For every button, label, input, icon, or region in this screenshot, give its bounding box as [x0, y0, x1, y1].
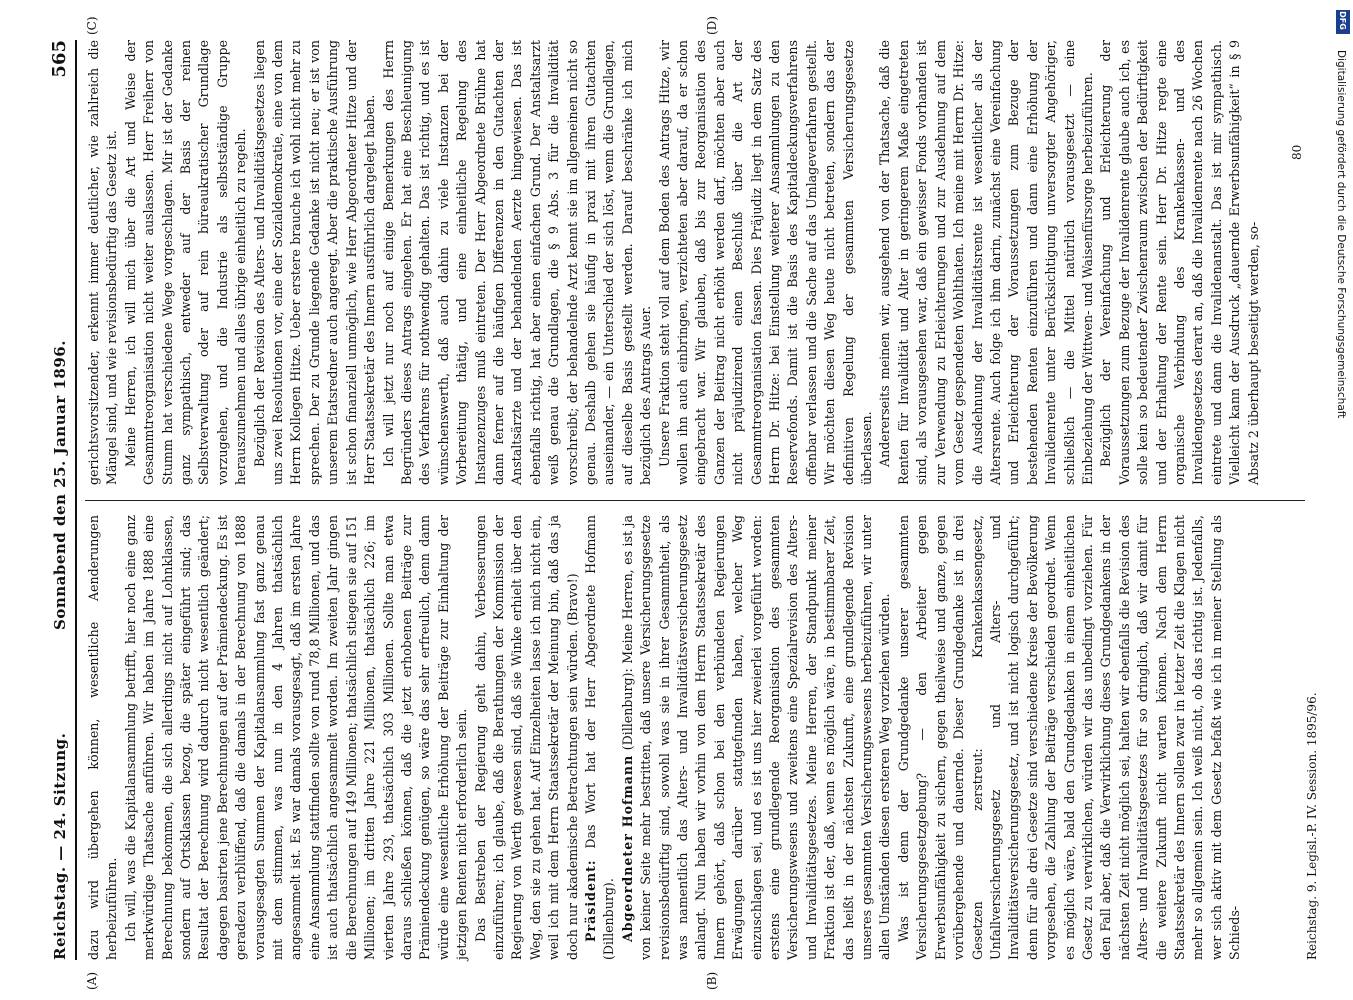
header-date: Sonnabend den 25. Januar 1896.	[51, 340, 69, 630]
margin-mark-d: (D)	[705, 16, 719, 35]
speaker-label: Präsident:	[582, 859, 598, 942]
rotated-page-content	[45, 16, 1319, 990]
paragraph: Ich will, was die Kapitalansammlung betrifft, hier noch eine ganz merkwürdige Thatsache anführen. Wir haben im Jahre 1888 eine Berechnung bekommen, die sich allerdings nicht auf Lohnklassen, sondern auf Ortsklassen bezog, die später eingeführt sind; das Resultat der Berechnung wird dadurch nicht wesentlich geändert; dagegen basirten jene Berechnungen auf der Prämiendeckung. Es ist geradezu verblüffend, daß die damals in der Berechnung von 1888 vorausgesagten Summen der Kapitalansammlung fast ganz genau mit dem stimmen, was nun in den 4 Jahren thatsächlich angesammelt ist. Es war damals vorausgesagt, daß im ersten Jahre eine Ansammlung stattfinden sollte von rund 78,8 Millionen, und das ist auch thatsächlich angesammelt worden. Im zweiten Jahr gingen die Berechnungen auf 149 Millionen; thatsächlich stiegen sie auf 151 Millionen; im dritten Jahre 221 Millionen, thatsächlich 226; im vierten Jahre 293, thatsächlich 303 Millionen. Sollte man etwa daraus schließen können, daß die jetzt erhobenen Beiträge zur Prämiendeckung genügen, so wäre das sehr erfreulich, denn dann würde eine wesentliche Erhöhung der Beiträge zur Einhaltung der jetzigen Renten nicht erforderlich sein.	[122, 515, 470, 960]
paragraph-text: Das Wort hat der Herr Abgeordnete Hofmann (Dillenburg).	[582, 515, 617, 960]
paragraph-speaker	[619, 515, 895, 960]
credit-text: Digitalisierung gefördert durch die Deutsche Forschungsgemeinschaft	[1335, 50, 1347, 419]
dfg-logo-text: DFG	[1337, 11, 1347, 30]
page-header	[45, 40, 75, 960]
margin-mark-b: (B)	[705, 971, 719, 990]
paragraph: dazu wird übergehen können, wesentliche Aenderungen herbeizuführen.	[86, 515, 120, 960]
header-session: Reichstag. — 24. Sitzung.	[51, 732, 69, 960]
margin-mark-a: (A)	[85, 971, 99, 990]
page-number: 565	[49, 40, 70, 78]
paragraph: Was ist denn der Grundgedanke unserer gesammten Versicherungsgesetzgebung? — den Arbeiter gegen Erwerbsunfähigkeit zu sichern, gegen theilweise und ganze, gegen vorübergehende und dauernde. Dieser Grundgedanke ist in drei Gesetzen zerstreut: Krankenkassengesetz, Unfallversicherungsgesetz und Alters- und Invaliditätsversicherungsgesetz, und ist nicht logisch durchgeführt; denn für alle drei Gesetze sind verschiedene Kreise der Bevölkerung vorgesehen, die Zahlung der Beiträge verschieden geordnet. Wenn es möglich wäre, bald den Grundgedanken in einem einheitlichen Gesetz zu verwirklichen, würden wir das unbedingt vorziehen. Für den Fall aber, daß die Verwirklichung dieses Grundgedankens in der nächsten Zeit nicht möglich sei, halten wir ebenfalls die Revision des Alters- und Invaliditätsgesetzes für so dringlich, daß wir damit für die weitere Zukunft nicht warten können. Nach dem Herrn Staatssekretär des Innern sollen zwar in letzter Zeit die Klagen nicht mehr so allgemein sein. Ich weiß nicht, ob das richtig ist. Jedenfalls, wer sich aktiv mit dem Gesetz befaßt wie ich in meiner Stellung als Schieds-	[895, 515, 1243, 960]
paragraph-president	[582, 515, 619, 960]
sheet-mark: 80	[1290, 144, 1304, 160]
page-footer: Reichstag. 9. Legisl.-P. IV. Session. 1895/96.	[1305, 692, 1319, 960]
paragraph: Meine Herren, ich will mich über die Art und Weise der Gesammtreorganisation nicht weiter auslassen. Herr Freiherr von Stumm hat verschiedene Wege vorgeschlagen. Mir ist der Gedanke ganz sympathisch, entweder auf der Basis der reinen Selbstverwaltung oder auf rein büreaukratischer Grundlage vorzugehen, und die Industrie als selbstständige Gruppe herauszunehmen und alles übrige einheitlich zu regeln.	[122, 40, 249, 485]
margin-mark-c: (C)	[85, 16, 99, 35]
paragraph: gerichtsvorsitzender, erkennt immer deutlicher, wie zahlreich die Mängel sind, und wie revisionsbedürftig das Gesetz ist.	[86, 40, 120, 485]
digitization-credit	[1333, 10, 1347, 990]
paragraph: Das Bestreben der Regierung geht dahin, Verbesserungen einzuführen; ich glaube, daß die Berathungen der Kommission der Regierung von Werth gewesen sind, daß sie Winke erhielt über den Weg, den sie zu gehen hat. Auf Einzelheiten lasse ich mich nicht ein, weil ich mit dem Herrn Staatssekretär der Meinung bin, daß das ja doch nur akademische Betrachtungen sein würden. (Bravo!)	[472, 515, 580, 960]
header-rule	[75, 40, 77, 960]
left-column	[85, 515, 1245, 960]
right-column	[85, 40, 1263, 485]
paragraph: Ich will jetzt nur noch auf einige Bemerkungen des Herrn Begründers dieses Antrags eingehen. Er hat eine Beschleunigung des Verfahrens für nothwendig gehalten. Das ist richtig, und es ist wünschenswerth, daß auch dahin zu viele Instanzen bei der Vorbereitung thätig, und eine einheitliche Regelung des Instanzenzuges muß eintreten. Der Herr Abgeordnete Brühne hat dann ferner auf die häufigen Differenzen in den Gutachten der Anstaltsärzte und der behandelnden Aerzte hingewiesen. Das ist ebenfalls richtig, hat aber einen einfachen Grund. Der Anstaltsarzt weiß genau die Grundlagen, die § 9 Abs. 3 für die Invalidität vorschreibt; der behandelnde Arzt kennt sie im allgemeinen nicht so genau. Deshalb gehen sie häufig in praxi mit ihren Gutachten auseinander, — ein Unterschied der sich löst, wenn die Grundlagen, auf dieselbe Basis gestellt werden. Darauf beschränke ich mich bezüglich des Antrags Auer.	[380, 40, 654, 485]
paragraph: Bezüglich der Vereinfachung und Erleichterung der Voraussetzungen zum Bezuge der Invalidenrente glaube auch ich, es solle kein so bedeutender Zwischenraum zwischen der Bedürftigkeit und der Erhaltung der Rente sein. Herr Dr. Hitze regte eine organische Verbindung des Krankenkassen- und des Invalidengesetzes derart an, daß die Invalidenrente nach 26 Wochen eintrete und dann die Invalidenanstalt. Das ist mir sympathisch. Vielleicht kann der Ausdruck „dauernde Erwerbsunfähigkeit“ in § 9 Absatz 2 überhaupt beseitigt werden, so-	[1098, 40, 1261, 485]
column-divider	[85, 500, 1305, 501]
paragraph: Bezüglich der Revision des Alters- und Invaliditätsgesetzes liegen uns zwei Resolutionen vor, eine der Sozialdemokratie, eine von dem Herrn Kollegen Hitze. Ueber erstere brauche ich wohl nicht mehr zu sprechen. Der zu Grunde liegende Gedanke ist nicht neu; er ist von unserem Etatsredner auch angeregt. Aber die praktische Ausführung ist schon finanziell unmöglich, wie Herr Abgeordneter Hitze und der Herr Staatssekretär des Innern ausführlich dargelegt haben.	[251, 40, 378, 485]
paragraph: Unsere Fraktion steht voll auf dem Boden des Antrags Hitze, wir wollen ihn auch einbringen, verzichteten aber darauf, da er schon eingebracht war. Wir glauben, daß bis zur Reorganisation des Ganzen der Beitrag nicht erhöht werden darf, möchten aber auch nicht präjudizirend einen Beschluß über die Art der Gesammtreorganisation fassen. Dies Präjudiz liegt in dem Satz des Herrn Dr. Hitze: bei Einstellung weiterer Ansammlungen zu den Reservefonds. Damit ist die Basis des Kapitaldeckungsverfahrens offenbar verlassen und die Sache auf das Umlageverfahren gestellt. Wir möchten diesen Weg heute nicht betreten, sondern das der definitiven Regelung der gesammten Versicherungsgesetze überlassen.	[656, 40, 875, 485]
speaker-label: Abgeordneter Hofmann	[619, 754, 635, 942]
paragraph: Andererseits meinen wir, ausgehend von der Thatsache, daß die Renten für Invalidität und Alter in geringerem Maße eingetreten sind, als vorausgesehen war, daß ein gewisser Fonds vorhanden ist zur Verwendung zu Erleichterungen und zur Ausdehnung auf dem vom Gesetz gespendeten Wohlthaten. Ich meine mit Herrn Dr. Hitze: die Ausdehnung der Invaliditätsrente ist wesentlicher als der Altersrente. Auch folge ich ihm darin, zunächst eine Vereinfachung und Erleichterung der Voraussetzungen zum Bezuge der bestehenden Renten einzuführen und dann eine Erhöhung der Invalidenrente unter Berücksichtigung unversorgter Angehöriger, schließlich — die Mittel natürlich vorausgesetzt — eine Einbeziehung der Wittwen- und Waisenfürsorge herbeizuführen.	[877, 40, 1095, 485]
paragraph-text: (Dillenburg): Meine Herren, es ist ja von keiner Seite mehr bestritten, daß unsere Versicherungsgesetze revisionsbedürftig sind, sowohl was sie in ihrer Gesammtheit, als was namentlich das Alters- und Invaliditätsversicherungsgesetz anlangt. Nun haben wir vorhin von dem Herrn Staatssekretär des Innern gehört, daß schon bei den verbündeten Regierungen Erwägungen darüber stattgefunden haben, welcher Weg einzuschlagen sei, und es ist uns hier zweierlei vorgeführt worden: erstens eine grundlegende Reorganisation des gesammten Versicherungswesens und zweitens eine Spezialrevision des Alters- und Invaliditätsgesetzes. Meine Herren, der Standpunkt meiner Fraktion ist der, daß, wenn es möglich wäre, in bestimmbarer Zeit, das heißt in der nächsten Zukunft, eine grundlegende Revision unseres gesammten Versicherungswesens herbeizuführen, wir unter allen Umständen diesen ersteren Weg vorziehen würden.	[619, 515, 893, 960]
text-columns	[85, 16, 1305, 990]
